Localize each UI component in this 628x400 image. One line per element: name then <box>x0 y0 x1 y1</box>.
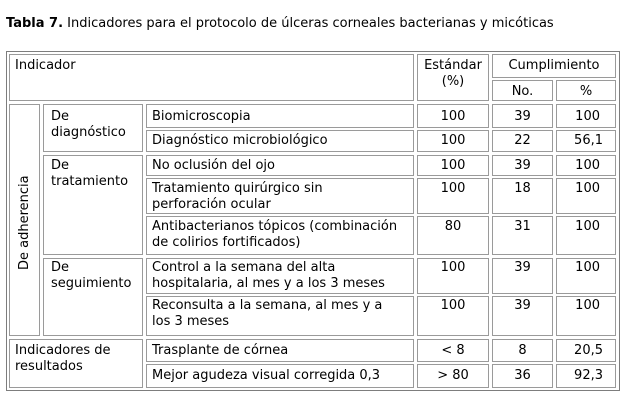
row-8-estandar: < 8 <box>441 343 465 358</box>
row-3-indicator: No oclusión del ojo <box>152 158 275 173</box>
row-1-estandar: 100 <box>440 109 466 124</box>
row-3-estandar: 100 <box>440 158 466 173</box>
row-5-indicator-line1: Antibacterianos tópicos (combinación <box>152 219 398 234</box>
row-7-pct: 100 <box>575 298 600 313</box>
subgroup-seguimiento-line2: seguimiento <box>51 276 132 291</box>
header-estandar: Estándar <box>424 58 482 73</box>
row-1-indicator: Biomicroscopia <box>152 109 251 124</box>
subgroup-tratamiento-line2: tratamiento <box>51 174 129 189</box>
row-4-indicator-line2: perforación ocular <box>152 197 271 212</box>
subgroup-diagnostico-line2: diagnóstico <box>51 125 126 140</box>
row-5-pct: 100 <box>575 219 600 234</box>
subgroup-diagnostico-line1: De <box>51 109 70 124</box>
row-2-estandar: 100 <box>440 133 466 148</box>
row-3-no: 39 <box>514 158 531 173</box>
row-4-no: 18 <box>514 181 531 196</box>
row-6-pct: 100 <box>575 260 600 275</box>
header-estandar-unit: (%) <box>441 74 465 89</box>
header-cumplimiento: Cumplimiento <box>508 58 600 73</box>
row-2-pct: 56,1 <box>574 133 603 148</box>
row-1-no: 39 <box>514 109 531 124</box>
table-title: Indicadores para el protocolo de úlceras corneales bacterianas y micóticas <box>63 16 554 31</box>
table-number: Tabla 7. <box>6 16 64 31</box>
row-7-estandar: 100 <box>440 298 466 313</box>
group-resultados-line1: Indicadores de <box>15 343 111 358</box>
row-5-indicator-line2: de colirios fortificados) <box>152 235 301 250</box>
row-8-pct: 20,5 <box>574 343 603 358</box>
subgroup-seguimiento-line1: De <box>51 260 70 275</box>
row-7-indicator-line1: Reconsulta a la semana, al mes y a <box>152 298 383 313</box>
row-6-indicator-line2: hospitalaria, al mes y a los 3 meses <box>152 276 385 291</box>
subgroup-tratamiento-line1: De <box>51 158 70 173</box>
row-4-indicator-line1: Tratamiento quirúrgico sin <box>152 181 323 196</box>
row-8-indicator: Trasplante de córnea <box>152 343 289 358</box>
row-3-pct: 100 <box>575 158 600 173</box>
row-4-pct: 100 <box>575 181 600 196</box>
row-1-pct: 100 <box>575 109 600 124</box>
row-7-indicator-line2: los 3 meses <box>152 314 230 329</box>
header-indicador: Indicador <box>15 58 76 73</box>
row-7-no: 39 <box>514 298 531 313</box>
row-9-estandar: > 80 <box>437 368 469 383</box>
header-no: No. <box>511 84 534 99</box>
row-9-pct: 92,3 <box>574 368 603 383</box>
row-6-no: 39 <box>514 260 531 275</box>
row-9-no: 36 <box>514 368 531 383</box>
row-9-indicator: Mejor agudeza visual corregida 0,3 <box>152 368 381 383</box>
header-pct: % <box>579 84 593 99</box>
table-caption <box>6 16 554 31</box>
row-4-estandar: 100 <box>440 181 466 196</box>
group-resultados-line2: resultados <box>15 359 83 374</box>
row-8-no: 8 <box>518 343 527 358</box>
row-5-no: 31 <box>514 219 531 234</box>
group-adherencia: De adherencia <box>17 175 32 270</box>
row-2-no: 22 <box>514 133 531 148</box>
row-2-indicator: Diagnóstico microbiológico <box>152 133 328 148</box>
row-6-indicator-line1: Control a la semana del alta <box>152 260 336 275</box>
row-6-estandar: 100 <box>440 260 466 275</box>
row-5-estandar: 80 <box>444 219 462 234</box>
